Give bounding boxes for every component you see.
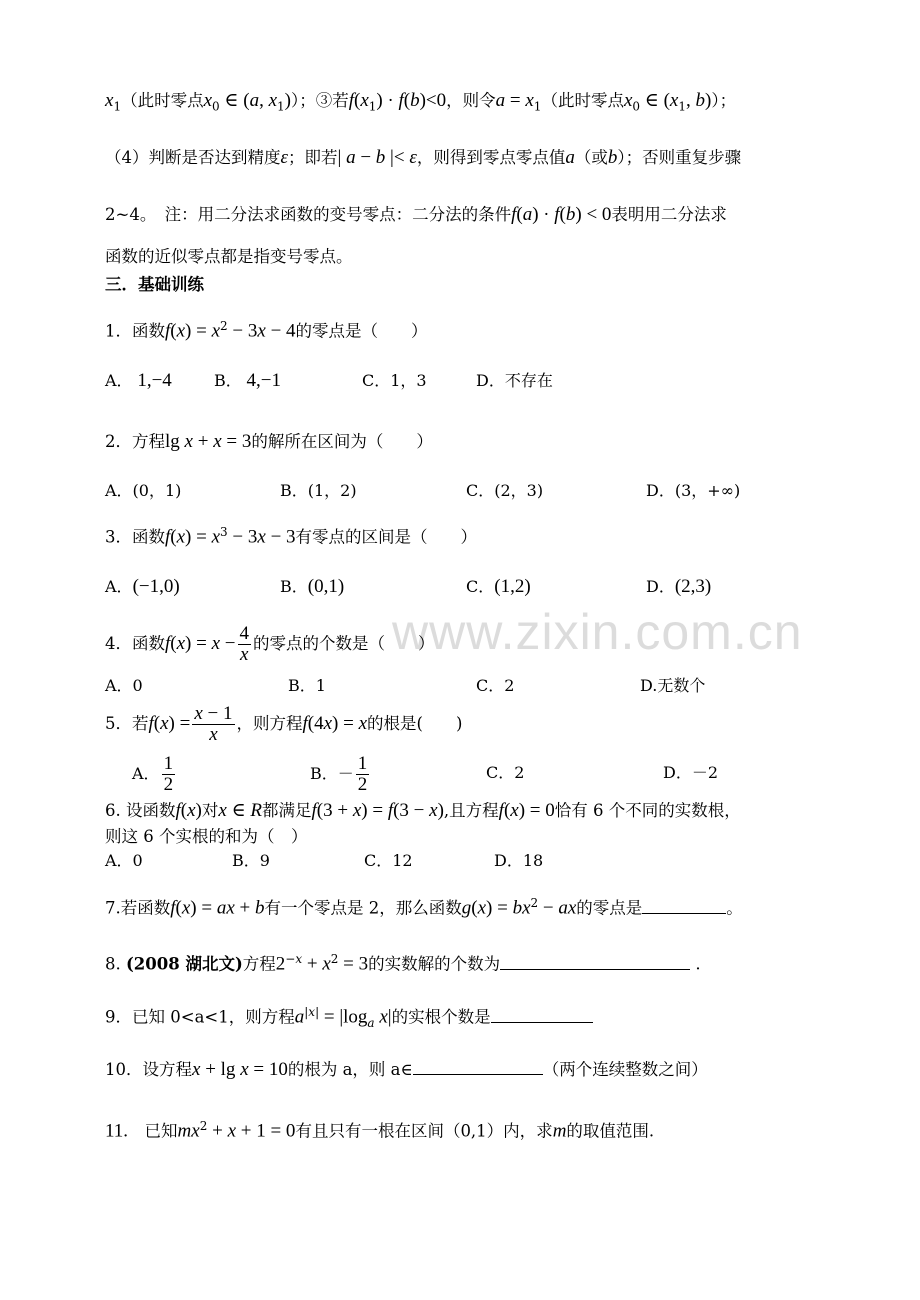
q6-option-b: B．9	[232, 851, 270, 870]
q2-option-a: A．(0，1)	[105, 481, 182, 500]
q6-option-d: D．18	[494, 851, 544, 870]
q3-option-a: A．(−1,0)	[105, 576, 180, 597]
question-11: 11. 已知$mx^2 + x + 1 = 0$有且只有一根在区间（0,1）内，求m的取值范围.	[105, 1119, 655, 1142]
q3-option-b: B．(0,1)	[280, 576, 345, 597]
q9-answer-blank[interactable]	[491, 1004, 593, 1023]
q1-option-c: C．1，3	[362, 371, 427, 390]
q2-option-d: D．(3，+∞)	[646, 481, 741, 500]
q1-option-d: D．不存在	[476, 371, 553, 390]
question-5: 5．若f(x) = $\frac{x - 1}{x}$ ，则方程f(4x) = x的根是( )	[105, 703, 463, 745]
section-title: 三．基础训练	[105, 275, 204, 294]
question-1: 1．函数$f(x) = x^2 - 3x - 4$的零点是（ ）	[105, 319, 428, 342]
q5-option-c: C．2	[486, 763, 525, 782]
intro-line-3: 2~4。 注：用二分法求函数的变号零点：二分法的条件f(a) · f(b) < 0表明用二分法求	[105, 204, 727, 225]
q3-option-d: D．(2,3)	[646, 576, 712, 597]
q3-option-c: C．(1,2)	[466, 576, 531, 597]
question-4: 4．函数f(x) = x − $\frac{4}{x}$ 的零点的个数是（ ）	[105, 623, 435, 665]
q1-option-b: B． 4,−1	[214, 370, 281, 391]
question-7: 7.若函数f(x) = ax + b有一个零点是 2，那么函数$g(x) = bx^2$ − ax的零点是 。	[105, 896, 743, 919]
question-6: 6. 设函数f(x)对x ∈ R都满足f(3 + x) = f(3 − x),且方程f(x) = 0恰有 6 个不同的实数根，	[105, 800, 741, 821]
q6-option-c: C．12	[364, 851, 413, 870]
intro-line-4: 函数的近似零点都是指变号零点。	[105, 247, 353, 266]
q4-option-d: D.无数个	[640, 676, 706, 695]
q5-option-b: B．－ $\frac{1}{2}$	[310, 753, 368, 795]
q2-option-b: B．(1，2)	[280, 481, 357, 500]
q4-option-a: A．0	[105, 676, 143, 695]
question-9: 9．已知 0<a<1，则方程$a^{|x|} = |\log_a$ x|的实根个数是	[105, 1001, 593, 1034]
q6-option-a: A．0	[105, 851, 143, 870]
intro-line-1: $x_1$（此时零点$x_0$ ∈ (a, $x_1$)）；③若$f(x_1) \cdot f(b)<0$，则令$a = x_1$（此时零点$x_0$ ∈ ($x_1$, b)）；	[105, 90, 737, 114]
watermark: www.zixin.com.cn	[392, 604, 803, 660]
q10-answer-blank[interactable]	[413, 1056, 543, 1075]
q4-option-b: B．1	[288, 676, 326, 695]
question-6-line-2: 则这 6 个实根的和为（ ）	[105, 827, 308, 846]
q5-option-d: D．－2	[663, 763, 719, 782]
question-10: 10．设方程x + lg x = 10的根为 a，则 a∈ （两个连续整数之间）	[105, 1056, 708, 1081]
question-3: 3．函数$f(x) = x^3 - 3x - 3$有零点的区间是（ ）	[105, 525, 478, 548]
q4-option-c: C．2	[476, 676, 515, 695]
question-2: 2．方程lg x + x = 3的解所在区间为（ ）	[105, 431, 433, 452]
q8-answer-blank[interactable]	[500, 951, 690, 970]
q1-option-a: A． 1,−4	[105, 370, 172, 391]
q7-answer-blank[interactable]	[642, 895, 726, 914]
q2-option-c: C．(2，3)	[466, 481, 544, 500]
intro-line-2: （4）判断是否达到精度ε；即若| a − b |< ε，则得到零点零点值a（或b）；否则重复步骤	[105, 147, 742, 168]
question-8: 8. (2008 湖北文)方程$2^{-x} + x^2 = 3$的实数解的个数为 .	[105, 952, 701, 975]
q5-option-a: A． $\frac{1}{2}$	[132, 753, 174, 795]
